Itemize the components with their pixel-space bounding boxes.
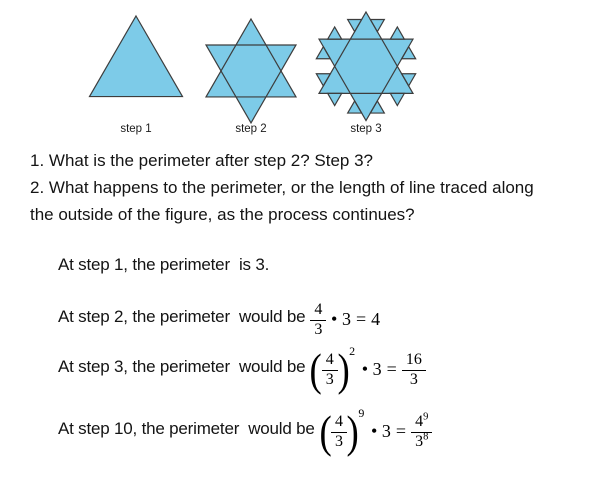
question-2-line-2: the outside of the figure, as the process continues?: [30, 205, 415, 224]
fraction: $\frac{16}{3}$: [402, 351, 426, 389]
answer-equation: [310, 301, 380, 339]
multiply-dot: •: [331, 310, 338, 328]
exponent: 2: [349, 343, 356, 358]
answer-text: At step 3, the perimeter would be: [58, 357, 306, 376]
equals-sign: =: [395, 421, 407, 441]
fraction: $\frac{4}{3}$: [310, 301, 326, 339]
left-paren: (: [319, 405, 332, 457]
answer-text: At step 1, the perimeter is 3.: [58, 255, 270, 274]
equals-sign: =: [356, 309, 367, 329]
answer-row-1: [58, 252, 269, 278]
answer-row-4: [58, 400, 432, 458]
multiply-dot: •: [371, 422, 377, 440]
answer-equation: [309, 343, 425, 395]
multiplier: 3: [372, 359, 382, 379]
fraction: $\frac{4^9}{3^8}$: [411, 413, 432, 451]
fraction: $\frac{4}{3}$: [331, 413, 347, 451]
multiplier: 3: [381, 421, 391, 441]
figure-label-step-3: step 3: [350, 123, 382, 135]
answer-equation: [319, 405, 433, 457]
answer-row-3: [58, 341, 426, 393]
answer-text: At step 2, the perimeter would be: [58, 307, 306, 326]
exponent: 9: [358, 405, 365, 420]
left-paren: (: [309, 343, 323, 395]
figure-label-step-2: step 2: [235, 123, 267, 135]
question-1: 1. What is the perimeter after step 2? Step 3?: [30, 151, 374, 170]
answer-row-2: [58, 291, 380, 343]
result-value: 4: [371, 309, 381, 329]
figure-label-step-1: step 1: [120, 123, 152, 135]
multiplier: 3: [342, 309, 352, 329]
answer-text: At step 10, the perimeter would be: [58, 419, 315, 438]
equals-sign: =: [386, 359, 397, 379]
question-2-line-1: 2. What happens to the perimeter, or the length of line traced along: [30, 178, 534, 197]
fraction: $\frac{4}{3}$: [322, 351, 338, 389]
right-paren: ): [337, 343, 350, 395]
right-paren: ): [346, 405, 359, 457]
multiply-dot: •: [362, 360, 368, 378]
